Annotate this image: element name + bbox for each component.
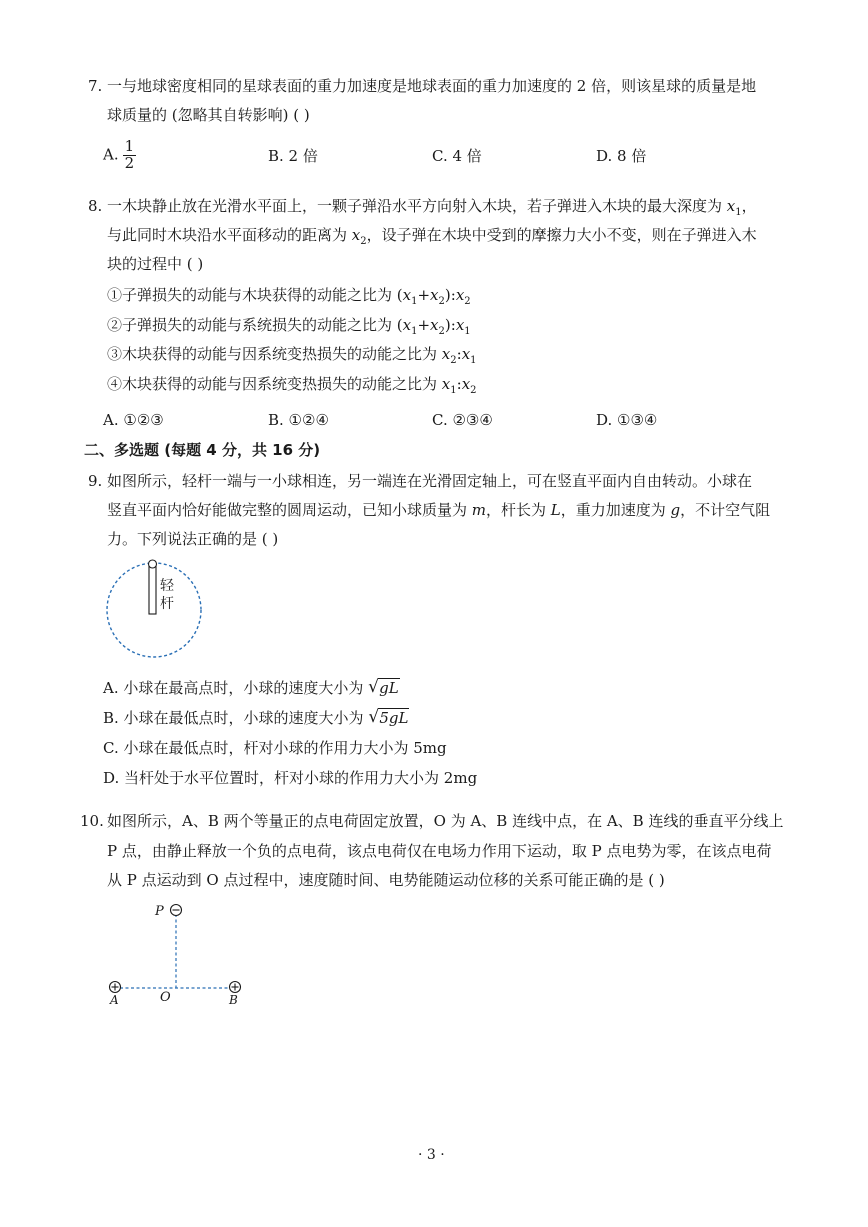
light-rod [149,566,156,614]
circular-path [107,563,201,657]
option-label: A. [103,145,119,164]
option-b: B. ①②④ [268,411,329,429]
label-b: B [229,993,238,1007]
rod-label-2: 杆 [160,596,174,612]
statement-3: ③木块获得的动能与因系统变热损失的动能之比为 $x_2:x_1$ [107,345,477,366]
question-text-line: 如图所示，轻杆一端与一小球相连，另一端连在光滑固定轴上，可在竖直平面内自由转动。小球在 [107,472,753,490]
question-number: 9. [88,472,103,490]
label-a: A [110,993,119,1007]
question-text-line: 与此同时木块沿水平面移动的距离为 $x_2$，设子弹在木块中受到的摩擦力大小不变，则在子弹进入木 [107,226,757,247]
statement-2: ②子弹损失的动能与系统损失的动能之比为 $(x_1+x_2):x_1$ [107,316,471,337]
question-text-line: 如图所示，A、B 两个等量正的点电荷固定放置，O 为 A、B 连线中点，在 A、B 连线的垂直平分线上 [107,812,784,830]
option-c: C. 小球在最低点时，杆对小球的作用力大小为 5mg [103,739,447,757]
question-text-line: 一与地球密度相同的星球表面的重力加速度是地球表面的重力加速度的 2 倍，则该星球的质量是地 [107,77,757,95]
label-o: O [160,990,171,1005]
section-heading: 二、多选题 (每题 4 分，共 16 分) [84,441,321,459]
page-number: · 3 · [418,1147,445,1163]
question-text-line: P 点，由静止释放一个负的点电荷，该点电荷仅在电场力作用下运动，取 P 点电势为零，在该点电荷 [107,842,772,860]
option-b: B. 小球在最低点时，小球的速度大小为 √ 5gL [103,707,409,727]
statement-1: ①子弹损失的动能与木块获得的动能之比为 $(x_1+x_2):x_2$ [107,286,471,307]
option-a: A. ①②③ [103,411,164,429]
question-text-line: 力。下列说法正确的是 ( ) [107,530,279,548]
label-p: P [155,904,164,919]
option-d: D. 8 倍 [596,147,647,165]
question-number: 7. [88,77,103,95]
option-a: A. 小球在最高点时，小球的速度大小为 √ gL [103,677,399,697]
rod-label-1: 轻 [160,578,174,594]
question-number: 8. [88,197,103,215]
fraction: $\frac{1}{2}$ [124,137,135,172]
rod-circle-figure [100,556,210,664]
option-d: D. 当杆处于水平位置时，杆对小球的作用力大小为 2mg [103,769,478,787]
question-text-line: 竖直平面内恰好能做完整的圆周运动，已知小球质量为 m，杆长为 L，重力加速度为 g，不计空气阻 [107,501,771,519]
question-text-line: 球质量的 (忽略其自转影响) ( ) [107,106,310,124]
option-a [103,139,136,172]
question-text-line: 从 P 点运动到 O 点过程中，速度随时间、电势能随运动位移的关系可能正确的是 ( ) [107,871,665,889]
charges-figure [100,898,260,1010]
question-text-line: 块的过程中 ( ) [107,255,204,273]
option-d: D. ①③④ [596,411,658,429]
ball [149,560,157,568]
option-c: C. 4 倍 [432,147,482,165]
option-c: C. ②③④ [432,411,493,429]
question-text-line: 一木块静止放在光滑水平面上，一颗子弹沿水平方向射入木块，若子弹进入木块的最大深度为 $x_1$， [107,197,757,218]
statement-4: ④木块获得的动能与因系统变热损失的动能之比为 $x_1:x_2$ [107,375,477,396]
option-b: B. 2 倍 [268,147,318,165]
question-number: 10. [80,812,104,830]
